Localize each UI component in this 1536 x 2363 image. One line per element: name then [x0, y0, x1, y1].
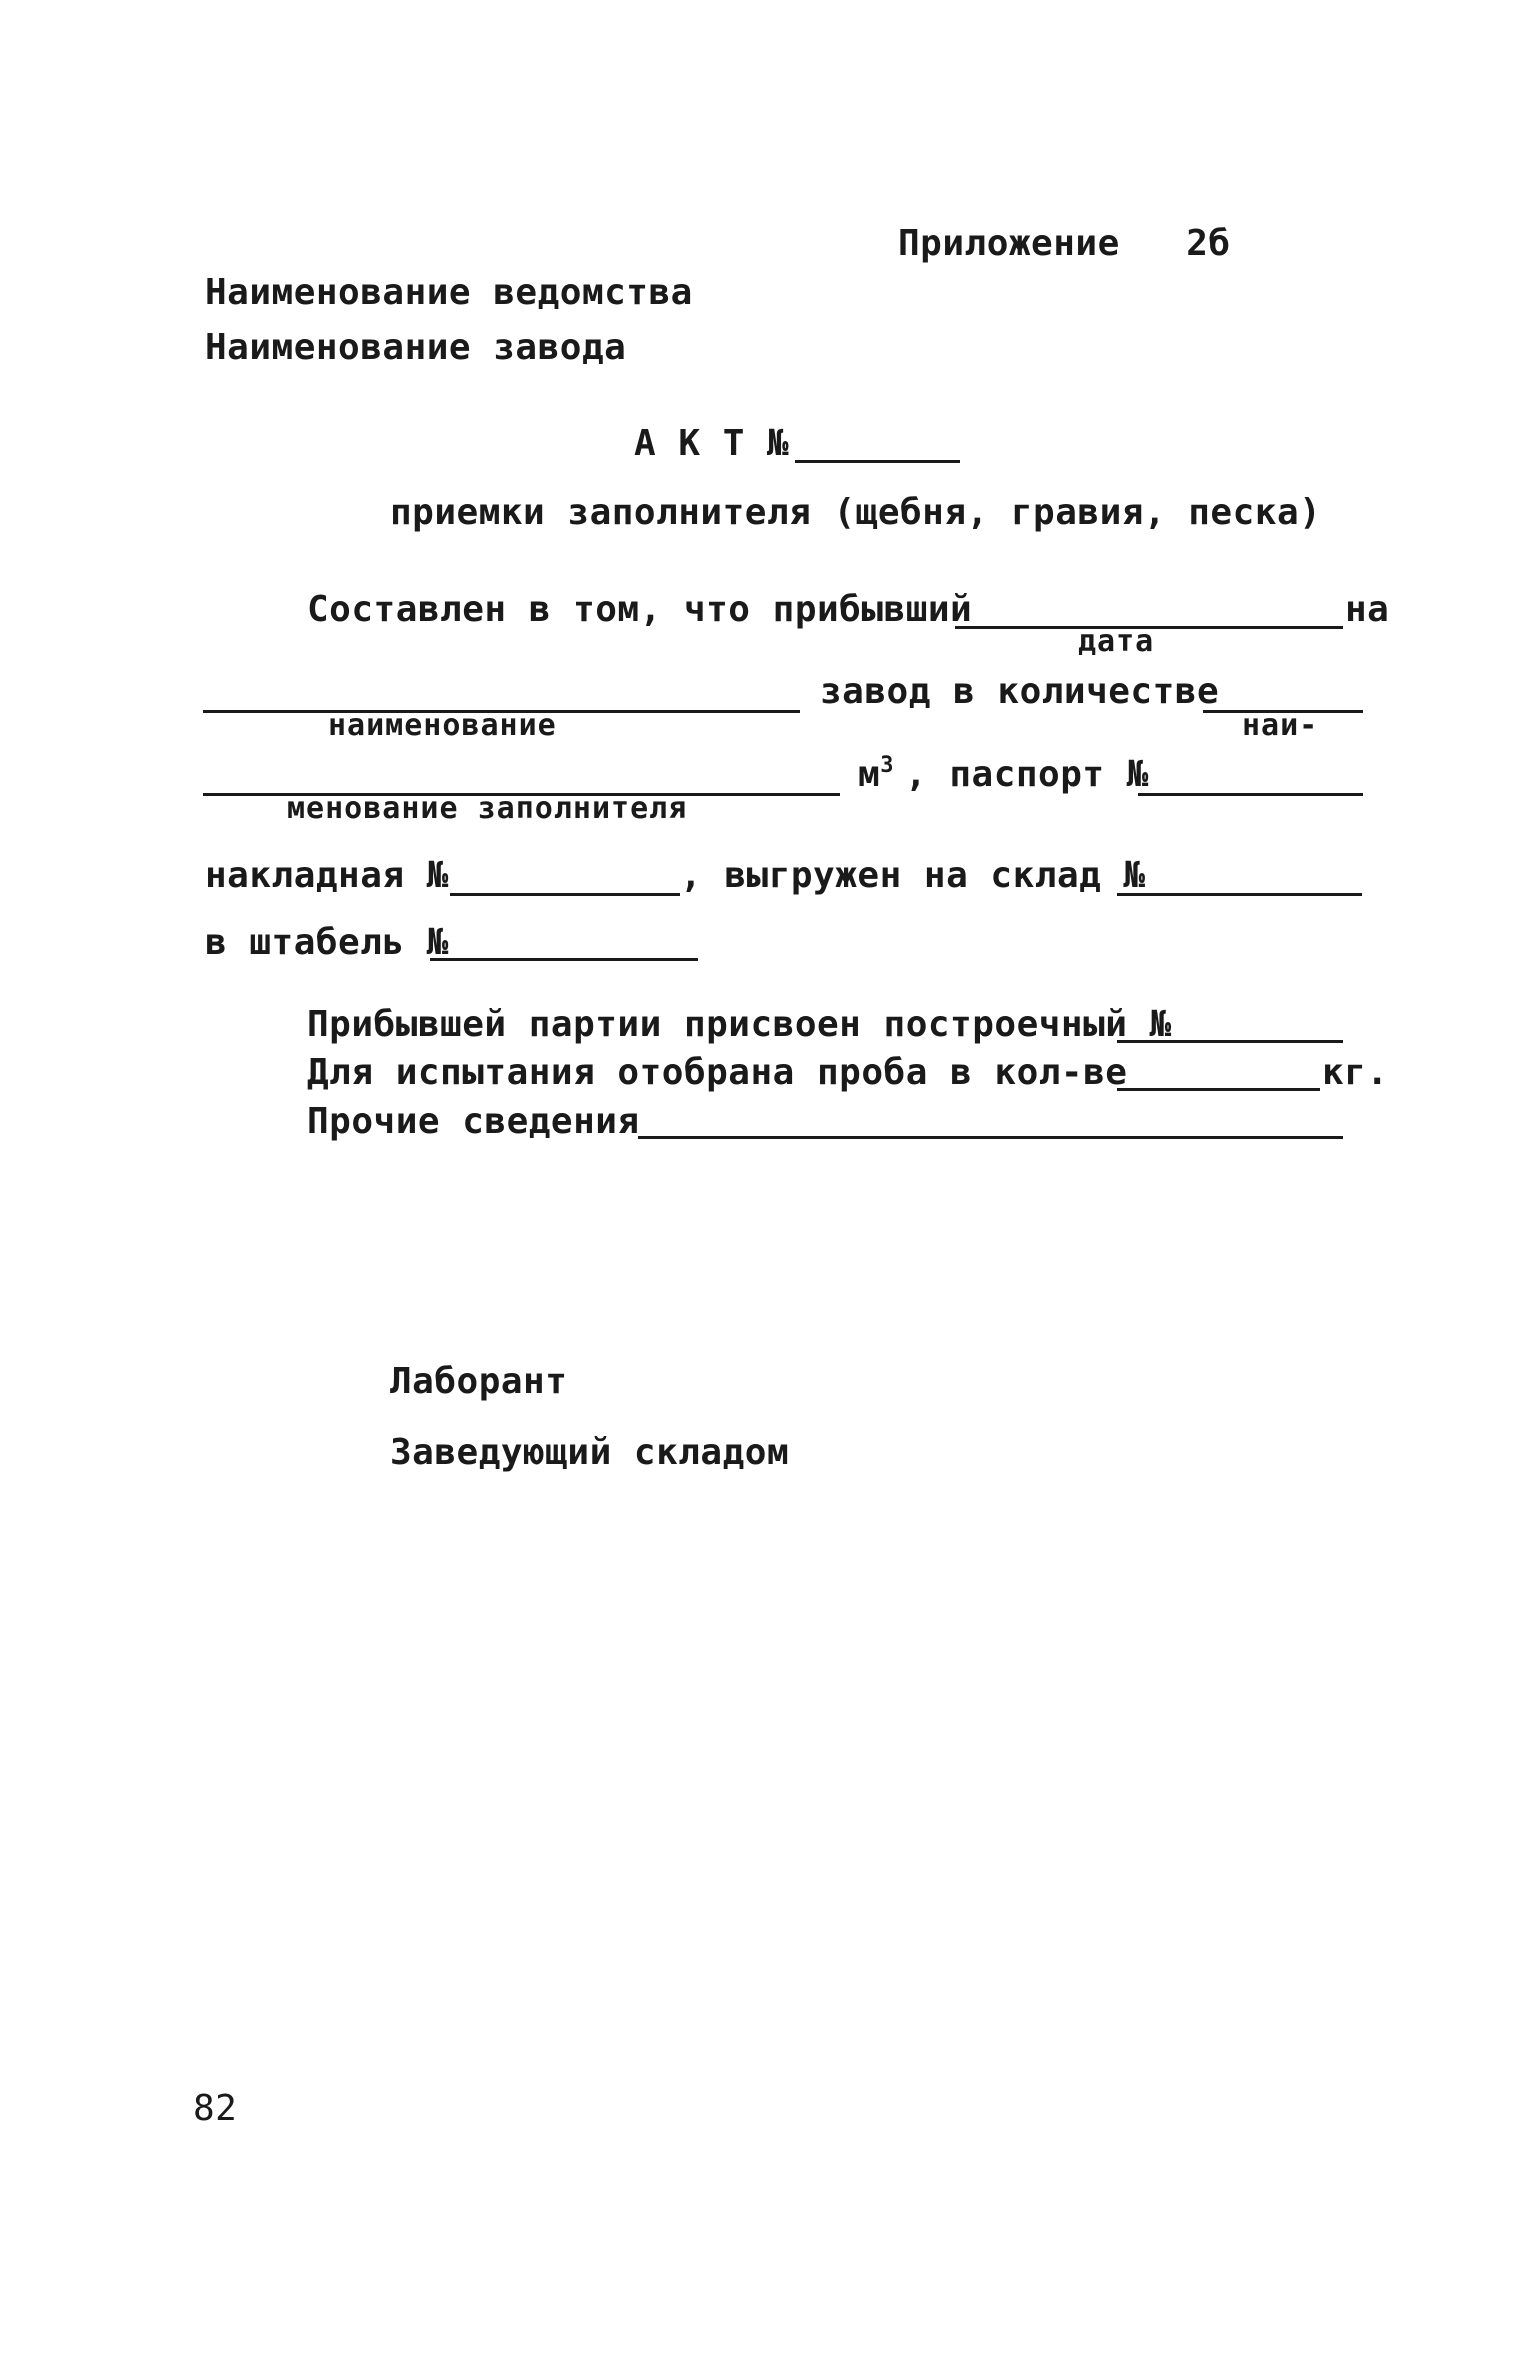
lab-technician-label: Лаборант	[390, 1361, 568, 1402]
name-caption-continued: наи-	[1242, 708, 1319, 743]
act-subtitle: приемки заполнителя (щебня, гравия, песка)	[390, 492, 1322, 533]
act-title: А К Т №	[634, 423, 790, 464]
passport-text: , паспорт №	[905, 754, 1149, 795]
batch-number-text: Прибывшей партии присвоен построечный №	[307, 1004, 1172, 1045]
kg-unit: кг.	[1322, 1052, 1389, 1093]
ministry-name: Наименование ведомства	[205, 272, 693, 313]
composed-text: Составлен в том, что прибывший	[307, 589, 973, 630]
stack-number-line	[430, 958, 698, 961]
m3-unit: $м^3$	[858, 753, 894, 795]
page-number: 82	[193, 2088, 238, 2129]
name-caption: наименование	[328, 708, 557, 743]
other-info-text: Прочие сведения	[307, 1101, 640, 1142]
date-caption: дата	[1078, 624, 1155, 659]
act-number-line	[795, 460, 960, 463]
other-info-line	[638, 1136, 1343, 1139]
stack-text: в штабель №	[205, 922, 449, 963]
na-text: на	[1345, 589, 1390, 630]
unloaded-text: , выгружен на склад №	[680, 855, 1146, 896]
plant-quantity-text: завод в количестве	[820, 671, 1220, 712]
warehouse-number-line	[1117, 893, 1362, 896]
filler-caption: менование заполнителя	[287, 791, 688, 826]
sample-amount-line	[1117, 1088, 1320, 1091]
plant-name: Наименование завода	[205, 327, 627, 368]
batch-number-line	[1117, 1040, 1343, 1043]
warehouse-manager-label: Заведующий складом	[390, 1432, 790, 1473]
invoice-text: накладная №	[205, 855, 449, 896]
appendix-label: Приложение 2б	[898, 223, 1231, 264]
invoice-line	[450, 893, 680, 896]
passport-line	[1138, 793, 1363, 796]
sample-text: Для испытания отобрана проба в кол-ве	[307, 1052, 1128, 1093]
